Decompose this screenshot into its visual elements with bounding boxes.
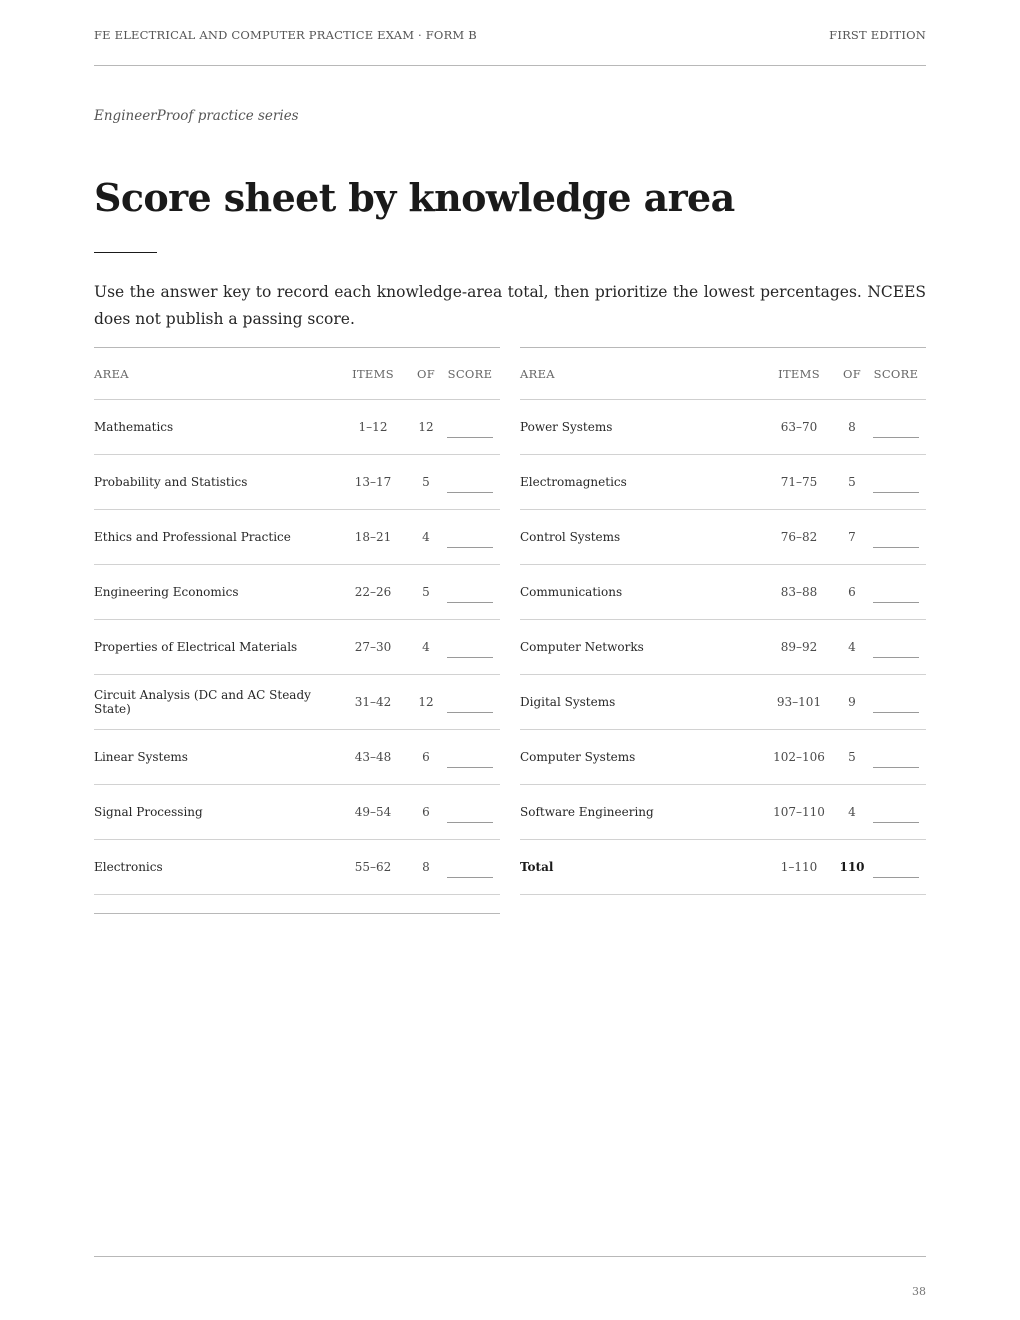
table-row [94,620,500,675]
items-cell: 1–12 [334,400,412,455]
edition-label: FIRST EDITION [829,28,926,42]
score-cell [866,840,926,895]
score-cell [440,455,500,510]
area-cell: Signal Processing [94,785,334,840]
column-header-score: SCORE [440,348,500,400]
of-cell: 9 [838,675,866,730]
items-cell: 27–30 [334,620,412,675]
intro-paragraph: Use the answer key to record each knowledge-area total, then prioritize the lowest percentages. NCEES does not publish a passing score. [94,283,926,328]
column-header-of: OF [838,348,866,400]
column-header-score: SCORE [866,348,926,400]
score-blank-line[interactable] [447,877,493,878]
of-cell: 5 [838,730,866,785]
score-cell [440,400,500,455]
area-cell: Total [520,840,760,895]
score-cell [866,565,926,620]
score-blank-line[interactable] [447,602,493,603]
score-cell [440,785,500,840]
of-cell: 6 [412,730,440,785]
score-blank-line[interactable] [873,767,919,768]
table-header-row [520,348,926,400]
of-cell: 110 [838,840,866,895]
area-cell: Computer Systems [520,730,760,785]
area-cell: Ethics and Professional Practice [94,510,334,565]
area-cell: Probability and Statistics [94,455,334,510]
score-cell [866,455,926,510]
of-cell: 8 [412,840,440,895]
score-cell [866,400,926,455]
running-head [94,28,926,44]
score-blank-line[interactable] [873,657,919,658]
area-cell: Electronics [94,840,334,895]
column-header-area: AREA [520,348,760,400]
score-cell [440,840,500,895]
series-label: EngineerProof practice series [94,108,299,124]
area-cell: Engineering Economics [94,565,334,620]
area-cell: Digital Systems [520,675,760,730]
score-blank-line[interactable] [447,767,493,768]
items-cell: 55–62 [334,840,412,895]
area-cell: Computer Networks [520,620,760,675]
of-cell: 7 [838,510,866,565]
column-header-items: ITEMS [760,348,838,400]
table-row [94,455,500,510]
area-cell: Software Engineering [520,785,760,840]
page-number: 38 [912,1285,926,1298]
score-blank-line[interactable] [873,877,919,878]
score-table-left-wrap [94,347,500,914]
score-cell [866,510,926,565]
table-row [94,730,500,785]
items-cell: 102–106 [760,730,838,785]
total-row [520,840,926,895]
items-cell: 83–88 [760,565,838,620]
score-blank-line[interactable] [873,712,919,713]
of-cell: 5 [412,455,440,510]
area-cell: Communications [520,565,760,620]
header-rule [94,65,926,66]
table-row [520,400,926,455]
score-cell [866,785,926,840]
of-cell: 4 [412,620,440,675]
area-cell: Mathematics [94,400,334,455]
score-blank-line[interactable] [447,492,493,493]
score-cell [440,510,500,565]
score-cell [866,620,926,675]
score-blank-line[interactable] [447,547,493,548]
table-row [94,565,500,620]
table-header-row [94,348,500,400]
table-row [94,785,500,840]
score-blank-line[interactable] [873,822,919,823]
score-blank-line[interactable] [447,822,493,823]
table-row [520,455,926,510]
table-row [520,675,926,730]
items-cell: 49–54 [334,785,412,840]
items-cell: 71–75 [760,455,838,510]
score-blank-line[interactable] [447,712,493,713]
score-cell [440,730,500,785]
of-cell: 5 [838,455,866,510]
column-header-items: ITEMS [334,348,412,400]
of-cell: 12 [412,400,440,455]
items-cell: 76–82 [760,510,838,565]
score-blank-line[interactable] [873,437,919,438]
running-head-title: FE ELECTRICAL AND COMPUTER PRACTICE EXAM · FORM B [94,28,477,42]
items-cell: 93–101 [760,675,838,730]
of-cell: 6 [412,785,440,840]
items-cell: 1–110 [760,840,838,895]
table-row [94,510,500,565]
items-cell: 31–42 [334,675,412,730]
table-row [520,785,926,840]
score-cell [440,565,500,620]
column-header-of: OF [412,348,440,400]
area-cell: Properties of Electrical Materials [94,620,334,675]
table-row [94,400,500,455]
of-cell: 4 [838,785,866,840]
score-cell [440,675,500,730]
items-cell: 13–17 [334,455,412,510]
score-table-left [94,347,500,895]
area-cell: Circuit Analysis (DC and AC Steady State) [94,675,334,730]
column-header-area: AREA [94,348,334,400]
area-cell: Linear Systems [94,730,334,785]
page-title: Score sheet by knowledge area [94,175,735,220]
table-row [520,620,926,675]
table-row [94,840,500,895]
score-table-right [520,347,926,895]
score-table-right-wrap [520,347,926,895]
of-cell: 4 [838,620,866,675]
score-cell [866,675,926,730]
area-cell: Electromagnetics [520,455,760,510]
score-blank-line[interactable] [447,657,493,658]
of-cell: 8 [838,400,866,455]
table-row [520,730,926,785]
items-cell: 89–92 [760,620,838,675]
items-cell: 63–70 [760,400,838,455]
table-row [520,565,926,620]
table-row [520,510,926,565]
score-blank-line[interactable] [873,492,919,493]
footer-rule [94,1256,926,1257]
score-blank-line[interactable] [873,602,919,603]
of-cell: 6 [838,565,866,620]
left-table-end-rule [94,913,500,914]
items-cell: 18–21 [334,510,412,565]
items-cell: 107–110 [760,785,838,840]
title-underline [94,252,157,253]
score-cell [866,730,926,785]
of-cell: 4 [412,510,440,565]
area-cell: Power Systems [520,400,760,455]
score-blank-line[interactable] [447,437,493,438]
score-cell [440,620,500,675]
area-cell: Control Systems [520,510,760,565]
items-cell: 43–48 [334,730,412,785]
items-cell: 22–26 [334,565,412,620]
of-cell: 5 [412,565,440,620]
score-blank-line[interactable] [873,547,919,548]
of-cell: 12 [412,675,440,730]
table-row [94,675,500,730]
